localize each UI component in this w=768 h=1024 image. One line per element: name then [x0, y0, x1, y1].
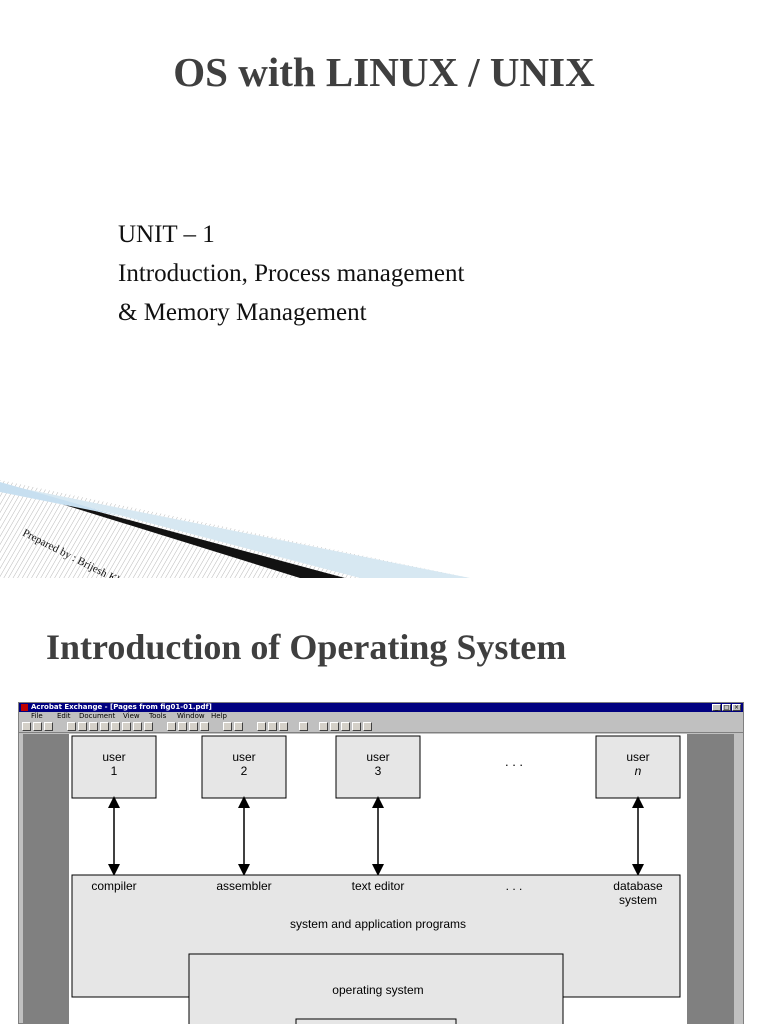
topics-line-1: Introduction, Process management	[118, 260, 465, 287]
acrobat-app-icon	[21, 704, 28, 711]
user-box-1	[72, 736, 156, 798]
slide-1-title: OS with LINUX / UNIX	[173, 49, 595, 95]
user-n-number: n	[634, 764, 642, 778]
print-icon[interactable]	[44, 722, 53, 731]
menu-view[interactable]: View	[123, 712, 140, 720]
acrobat-window	[18, 702, 744, 1024]
note-icon[interactable]	[111, 722, 120, 731]
document-margin-right	[687, 734, 733, 1024]
program-database: database	[613, 879, 663, 893]
menu-bar	[19, 712, 743, 721]
select-text-icon[interactable]	[89, 722, 98, 731]
user-2-number: 2	[240, 764, 248, 778]
hardware-box	[296, 1019, 456, 1024]
os-box	[189, 954, 563, 1024]
first-page-icon[interactable]	[167, 722, 176, 731]
back-web-icon[interactable]	[341, 722, 350, 731]
find-icon[interactable]	[299, 722, 308, 731]
go-forward-icon[interactable]	[234, 722, 243, 731]
programs-ellipsis: . . .	[505, 879, 523, 893]
select-graphics-icon[interactable]	[100, 722, 109, 731]
go-back-icon[interactable]	[223, 722, 232, 731]
hand-tool-icon[interactable]	[67, 722, 76, 731]
user-box-n	[596, 736, 680, 798]
window-titlebar	[19, 703, 743, 712]
user-box-3	[336, 736, 420, 798]
menu-tools[interactable]: Tools	[149, 712, 167, 720]
document-margin-left	[23, 734, 69, 1024]
minimize-icon[interactable]: _	[712, 704, 721, 711]
close-icon[interactable]: ×	[733, 704, 740, 711]
os-layers-diagram	[69, 734, 687, 1024]
forward-web-icon[interactable]	[352, 722, 361, 731]
unit-line: UNIT – 1	[118, 221, 215, 248]
crop-icon[interactable]	[133, 722, 142, 731]
program-text-editor: text editor	[351, 879, 405, 893]
user-3-number: 3	[374, 764, 382, 778]
menu-help[interactable]: Help	[211, 712, 227, 720]
programs-caption: system and application programs	[289, 917, 467, 931]
program-assembler: assembler	[216, 879, 272, 893]
user-1-label: user	[102, 750, 126, 764]
menu-document[interactable]: Document	[79, 712, 116, 720]
user-2-label: user	[232, 750, 256, 764]
toolbar	[19, 721, 743, 733]
menu-edit[interactable]: Edit	[57, 712, 71, 720]
users-ellipsis: . . .	[504, 754, 524, 769]
last-page-icon[interactable]	[200, 722, 209, 731]
open-icon[interactable]	[22, 722, 31, 731]
user-1-number: 1	[110, 764, 118, 778]
vertical-scrollbar[interactable]	[733, 734, 743, 1024]
topics-line-2: & Memory Management	[118, 299, 367, 326]
slide-2	[0, 590, 768, 1024]
save-icon[interactable]	[33, 722, 42, 731]
zoom-icon[interactable]	[78, 722, 87, 731]
menu-window[interactable]: Window	[177, 712, 205, 720]
menu-file[interactable]: File	[31, 712, 43, 720]
program-database-system: system	[618, 893, 658, 907]
maximize-icon[interactable]: □	[723, 704, 730, 711]
window-title: Acrobat Exchange - [Pages from fig01-01.pdf]	[31, 703, 212, 711]
next-page-icon[interactable]	[189, 722, 198, 731]
actual-size-icon[interactable]	[257, 722, 266, 731]
web-link-icon[interactable]	[319, 722, 328, 731]
slide-2-title: Introduction of Operating System	[46, 627, 567, 667]
slide-1-body	[118, 215, 464, 332]
user-3-label: user	[366, 750, 390, 764]
link-icon[interactable]	[122, 722, 131, 731]
text-touchup-icon[interactable]	[144, 722, 153, 731]
fit-page-icon[interactable]	[268, 722, 277, 731]
window-controls	[712, 704, 741, 711]
os-caption: operating system	[332, 983, 424, 997]
document-page	[69, 734, 687, 1024]
reload-icon[interactable]	[330, 722, 339, 731]
program-compiler: compiler	[91, 879, 137, 893]
user-box-2	[202, 736, 286, 798]
slide-gap	[0, 578, 768, 590]
prev-page-icon[interactable]	[178, 722, 187, 731]
fit-width-icon[interactable]	[279, 722, 288, 731]
user-n-label: user	[626, 750, 650, 764]
stop-icon[interactable]	[363, 722, 372, 731]
